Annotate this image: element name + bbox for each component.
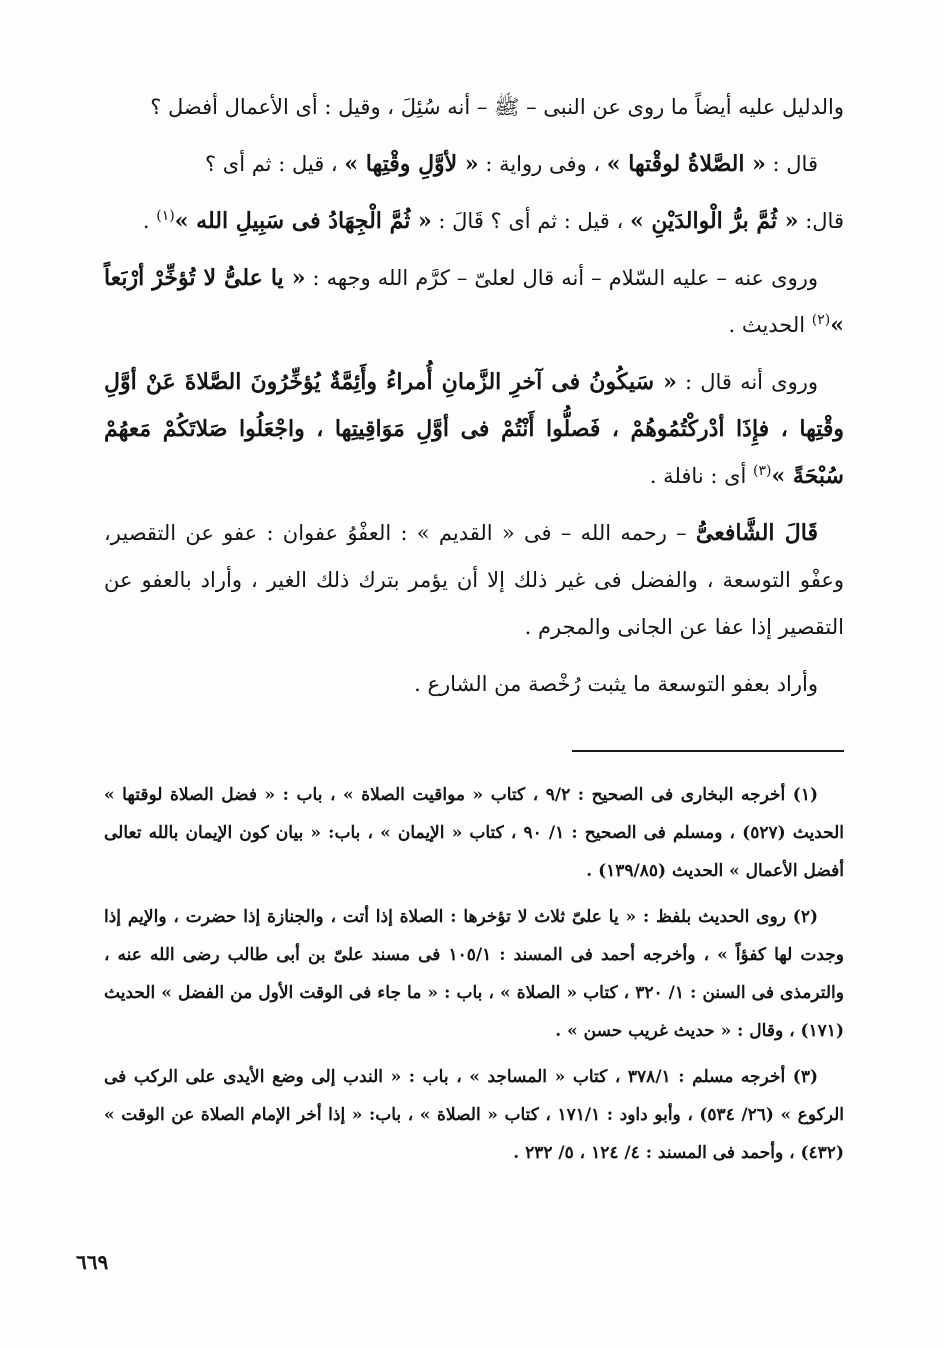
hadith-quote: « ثُمَّ برُّ الْوالدَيْنِ » xyxy=(629,208,799,234)
paragraph-3 xyxy=(104,198,844,245)
paragraph-4 xyxy=(104,255,844,349)
hadith-quote: « الصَّلاةُ لوقْتها » xyxy=(606,151,766,177)
paragraph-5-text-end: أى : نافلة . xyxy=(649,464,754,488)
paragraph-1-text: والدليل عليه أيضاً ما روى عن النبى – ﷺ – أنه سُئِلَ ، وقيل : أى الأعمال أفضل ؟ xyxy=(150,95,844,119)
paragraph-4-text-end: الحديث . xyxy=(728,313,812,337)
paragraph-2-text-b: ، وفى رواية : xyxy=(478,152,607,176)
paragraph-3-text-b: ، قيل : ثم أى ؟ قَالَ : xyxy=(431,209,630,233)
paragraph-1 xyxy=(104,84,844,131)
main-text xyxy=(104,84,844,718)
footnote-separator xyxy=(572,750,844,752)
footnote-marker-2: (٢) xyxy=(811,312,831,328)
paragraph-5-text-a: وروى أنه قال : xyxy=(676,370,818,394)
footnotes xyxy=(104,776,844,1180)
paragraph-6-text: – رحمه الله – فى « القديم » : العفْوُ عفوان : عفو عن التقصير، وعفْو التوسعة ، والفضل فى غير ذلك إلا أن يؤمر بترك ذلك الغير ، وأراد بالعفو عن التقصير إذا عفا عن الجانى والمجرم . xyxy=(104,521,844,639)
paragraph-3-text-end: . xyxy=(142,209,157,233)
paragraph-2-text-a: قال : xyxy=(765,152,818,176)
paragraph-6 xyxy=(104,510,844,651)
hadith-quote: « ثُمَّ الْجِهَادُ فى سَبِيلِ الله » xyxy=(174,208,432,234)
paragraph-2-text-c: ، قيل : ثم أى ؟ xyxy=(204,152,345,176)
footnote-3: (٣) أخرجه مسلم : ٣٧٨/١ ، كتاب « المساجد » ، باب : « الندب إلى وضع الأيدى على الركب فى الركوع » (٢٦/ ٥٣٤) ، وأبو داود : ١٧١/١ ، كتاب « الصلاة » ، باب: « إذا أخر الإمام الصلاة عن الوقت » (٤٣٢) ، وأحمد فى المسند : ٤/ ١٢٤ ، ٥/ ٢٣٢ . xyxy=(104,1067,844,1163)
paragraph-7 xyxy=(104,661,844,708)
paragraph-2 xyxy=(104,141,844,188)
page-number: ٦٦٩ xyxy=(76,1250,109,1274)
footnote-2: (٢) روى الحديث بلفظ : « يا علىّ ثلاث لا تؤخرها : الصلاة إذا أتت ، والجنازة إذا حضرت ، والإيم إذا وجدت لها كفؤاً » ، وأخرجه أحمد فى المسند : ١٠٥/١ فى مسند علىّ بن أبى طالب رضى الله عنه ، والترمذى فى السنن : ١/ ٣٢٠ ، كتاب « الصلاة » ، باب : « ما جاء فى الوقت الأول من الفضل » الحديث (١٧١) ، وقال : « حديث غريب حسن » . xyxy=(104,907,844,1041)
hadith-quote: « سَيكُونُ فى آخرِ الزَّمانِ أُمراءُ وأَئِمَّةٌ يُؤخِّرُونَ الصَّلاةَ عَنْ أوَّلِ وقْتِها ، فإِذَا أدْركْتُمُوهُمْ ، فَصلُّوا أَنْتُمْ فى أوَّلِ مَوَاقِيتِها ، واجْعَلُوا صَلاتَكُمْ مَعهُمْ سُبْحَةً » xyxy=(104,369,844,489)
footnote-marker-3: (٣) xyxy=(753,463,772,479)
footnote-marker-1: (١) xyxy=(156,208,175,224)
hadith-quote: « يا علىُّ لا تُؤخِّرْ أرْبَعاً » xyxy=(104,265,844,338)
hadith-quote: « لأوَّلِ وقْتِها » xyxy=(344,151,479,177)
paragraph-5 xyxy=(104,359,844,500)
paragraph-7-text: وأراد بعفو التوسعة ما يثبت رُخْصة من الشارع . xyxy=(414,672,818,696)
footnote-1: (١) أخرجه البخارى فى الصحيح : ٩/٢ ، كتاب « مواقيت الصلاة » ، باب : « فضل الصلاة لوقتها » الحديث (٥٢٧) ، ومسلم فى الصحيح : ١/ ٩٠ ، كتاب « الإيمان » ، باب: « بيان كون الإيمان بالله تعالى أفضل الأعمال » الحديث (١٣٩/٨٥) . xyxy=(104,785,844,881)
paragraph-4-text-a: وروى عنه – عليه السّلام – أنه قال لعلىّ – كرَّم الله وجهه : xyxy=(305,266,818,290)
paragraph-3-text-a: قال: xyxy=(798,209,844,233)
author-name: قَالَ الشَّافعىُّ xyxy=(695,520,818,546)
